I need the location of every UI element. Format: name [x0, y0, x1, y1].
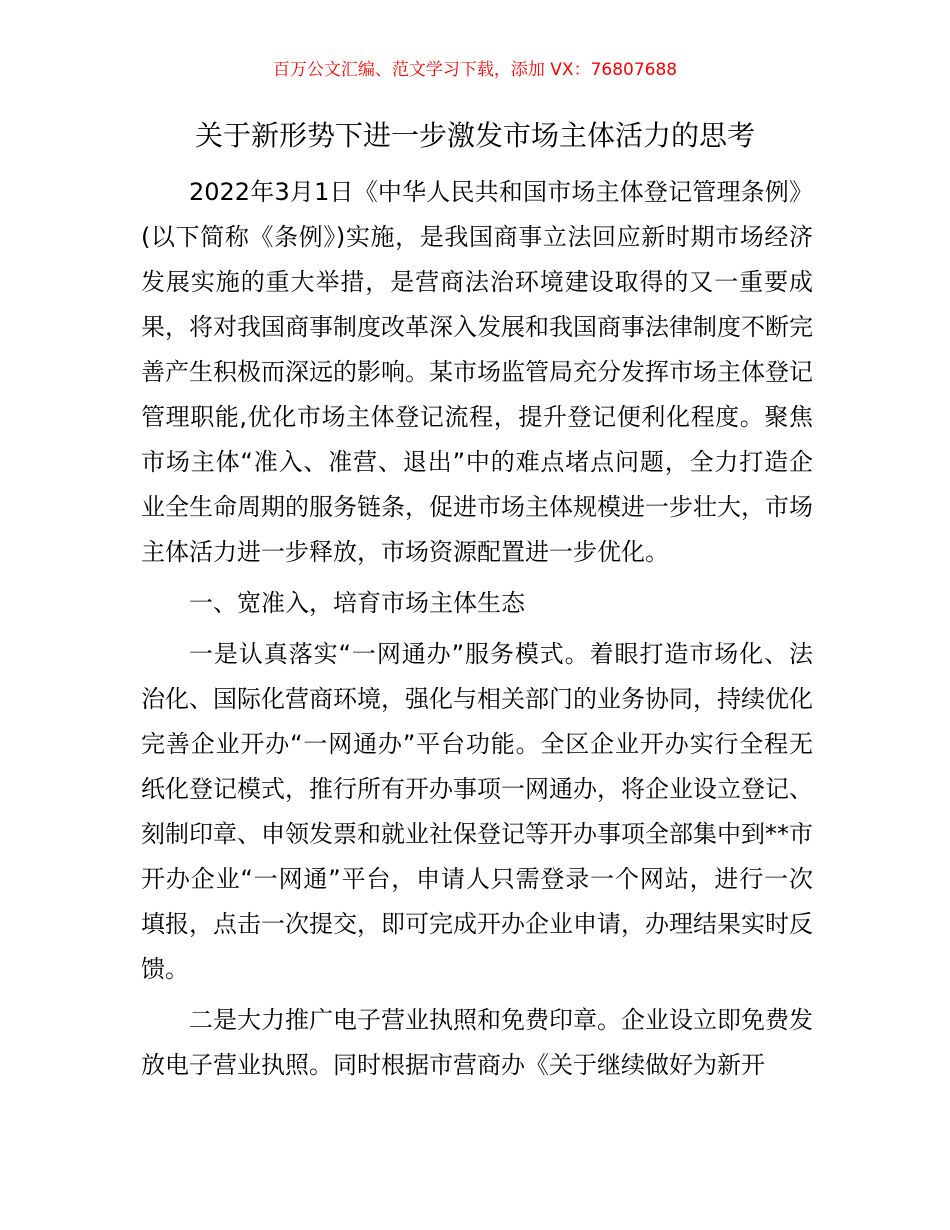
document-body	[141, 170, 813, 1088]
document-title: 关于新形势下进一步激发市场主体活力的思考	[194, 119, 755, 152]
header-watermark-note: 百万公文汇编、范文学习下载，添加 VX：76807688	[272, 60, 678, 80]
paragraph-point-2: 二是大力推广电子营业执照和免费印章。企业设立即免费发放电子营业执照。同时根据市营商办《关于继续做好为新开	[141, 1006, 813, 1079]
paragraph-intro: 2022年3月1日《中华人民共和国市场主体登记管理条例》(以下简称《条例》)实施，是我国商事立法回应新时期市场经济发展实施的重大举措，是营商法治环境建设取得的又一重要成果，将对我国商事制度改革深入发展和我国商事法律制度不断完善产生积极而深远的影响。某市场监管局充分发挥市场主体登记管理职能,优化市场主体登记流程，提升登记便利化程度。聚焦市场主体“准入、准营、退出”中的难点堵点问题，全力打造企业全生命周期的服务链条，促进市场主体规模进一步壮大，市场主体活力进一步释放，市场资源配置进一步优化。	[141, 178, 813, 566]
section-heading-1: 一、宽准入，培育市场主体生态	[189, 589, 525, 617]
paragraph-point-1: 一是认真落实“一网通办”服务模式。着眼打造市场化、法治化、国际化营商环境，强化与相关部门的业务协同，持续优化完善企业开办“一网通办”平台功能。全区企业开办实行全程无纸化登记模式，推行所有开办事项一网通办，将企业设立登记、刻制印章、申领发票和就业社保登记等开办事项全部集中到**市开办企业“一网通”平台，申请人只需登录一个网站，进行一次填报，点击一次提交，即可完成开办企业申请，办理结果实时反馈。	[141, 640, 813, 983]
